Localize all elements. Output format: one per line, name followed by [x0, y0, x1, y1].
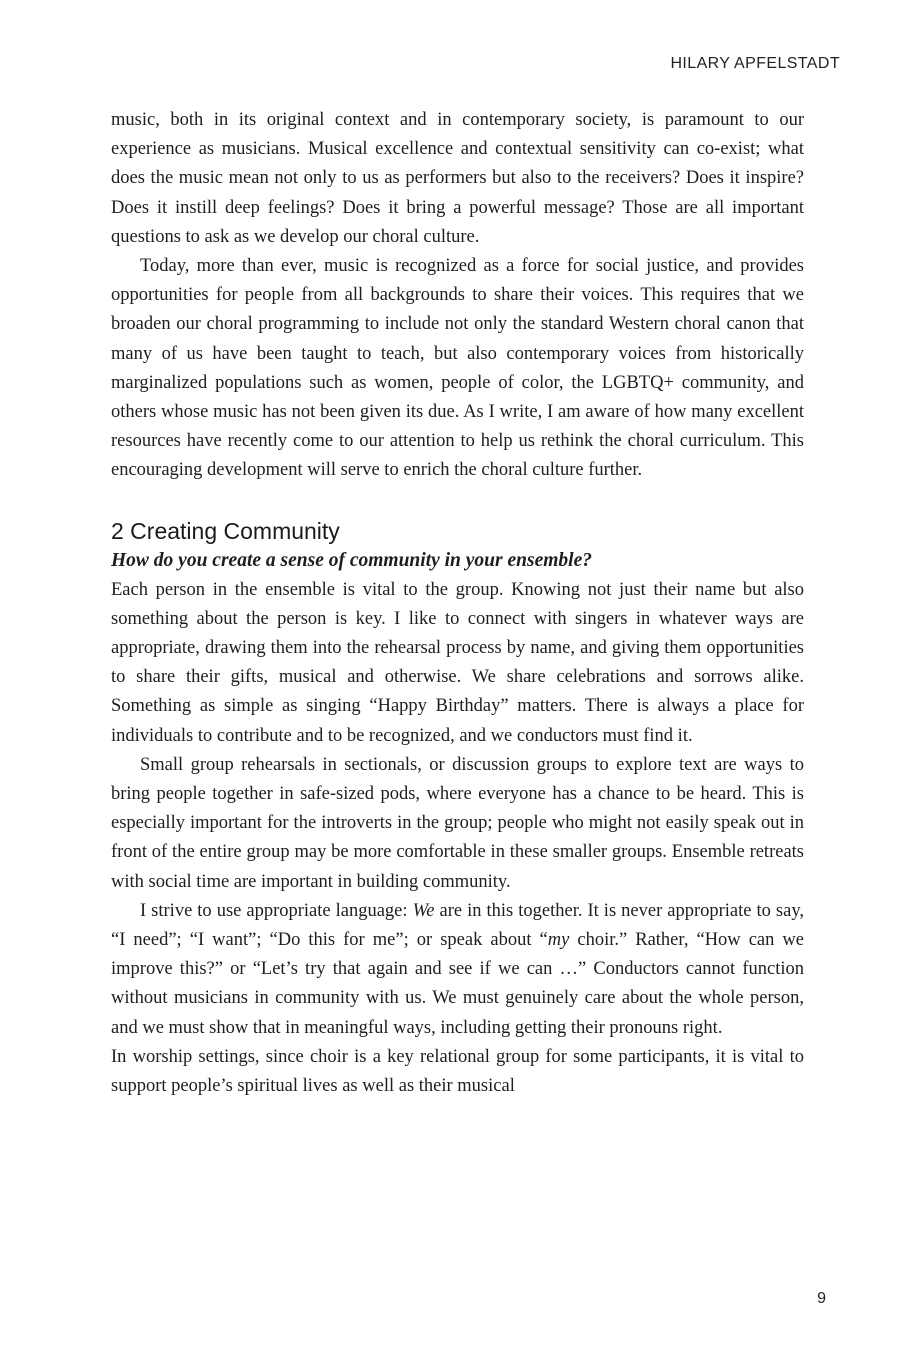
body-paragraph [111, 897, 804, 1043]
section-heading: 2 Creating Community [111, 517, 340, 544]
page-body [111, 106, 804, 1101]
emphasis-text: We [412, 900, 435, 921]
body-paragraph: In worship settings, since choir is a key relational group for some participants, it is vital to support people’s spiritual lives as well as their musical [111, 1046, 804, 1097]
text-run: choir.” Rather, “How can we improve this?” or “Let’s try that again and see if we can …” Conductors cannot function without musicians in community with us. We must genuinely care about the whole person, and we must show that in meaningful ways, including getting their pronouns right. [111, 930, 805, 1038]
text-run: are in this together. It is never appropriate to say, “I need”; “I want”; “Do this for me”; or speak about “ [111, 900, 804, 951]
section-question: How do you create a sense of community in your ensemble? [111, 549, 592, 571]
text-run: I strive to use appropriate language: [140, 900, 413, 921]
page-number: 9 [817, 1290, 826, 1307]
body-paragraph: Small group rehearsals in sectionals, or discussion groups to explore text are ways to bring people together in safe-sized pods, where everyone has a chance to be heard. This is especially important for the introverts in the group; people who might not easily speak out in front of the entire group may be more comfortable in these smaller groups. Ensemble retreats with social time are important in building community. [111, 754, 804, 892]
body-paragraph: Each person in the ensemble is vital to the group. Knowing not just their name but also something about the person is key. I like to connect with singers in whatever ways are appropriate, drawing them into the rehearsal process by name, and giving them opportunities to share their gifts, musical and otherwise. We share celebrations and sorrows alike. Something as simple as singing “Happy Birthday” matters. There is always a place for individuals to contribute and to be recognized, and we conductors must find it. [111, 579, 804, 746]
running-head: HILARY APFELSTADT [670, 55, 840, 72]
body-paragraph: music, both in its original context and in contemporary society, is paramount to our experience as musicians. Musical excellence and contextual sensitivity can co-exist; what does the music mean not only to us as performers but also to the receivers? Does it inspire? Does it instill deep feelings? Does it bring a powerful message? Those are all important questions to ask as we develop our choral culture. [111, 110, 804, 247]
emphasis-text: my [547, 930, 570, 951]
body-paragraph: Today, more than ever, music is recognized as a force for social justice, and provides opportunities for people from all backgrounds to share their voices. This requires that we broaden our choral programming to include not only the standard Western choral canon that many of us have been taught to teach, but also contemporary voices from historically marginalized populations such as women, people of color, the LGBTQ+ community, and others whose music has not been given its due. As I write, I am aware of how many excellent resources have recently come to our attention to help us rethink the choral curriculum. This encouraging development will serve to enrich the choral culture further. [111, 256, 804, 481]
